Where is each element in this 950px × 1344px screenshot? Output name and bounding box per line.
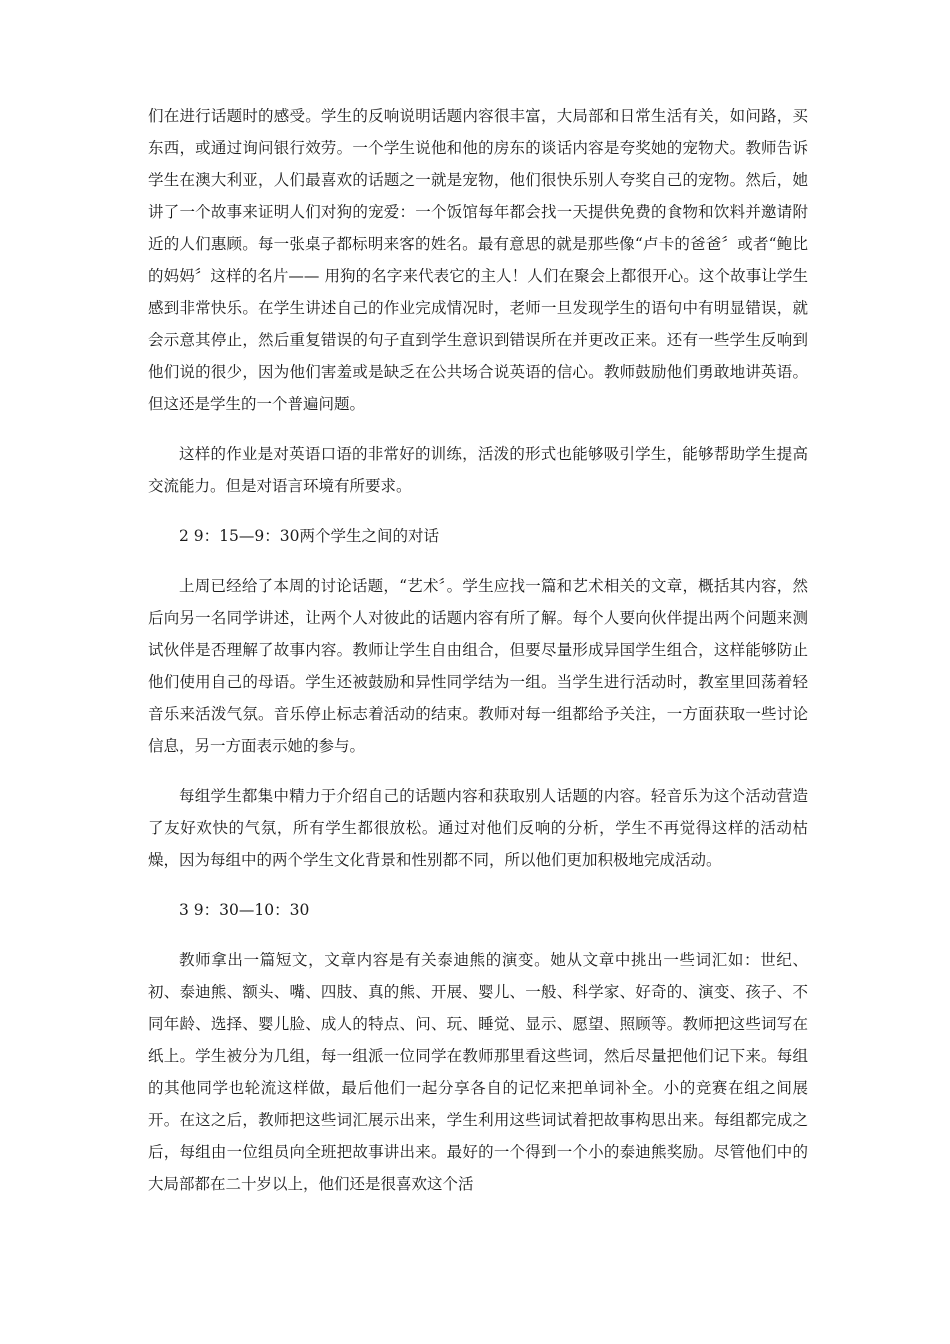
paragraph-teddy-bear: 教师拿出一篇短文，文章内容是有关泰迪熊的演变。她从文章中挑出一些词汇如：世纪、初、泰迪熊、额头、嘴、四肢、真的熊、开展、婴儿、一般、科学家、好奇的、演变、孩子、不同年龄、选择、婴儿脸、成人的特点、问、玩、睡觉、显示、愿望、照顾等。教师把这些词写在纸上。学生被分为几组，每一组派一位同学在教师那里看这些词，然后尽量把他们记下来。每组的其他同学也轮流这样做，最后他们一起分享各自的记忆来把单词补全。小的竞赛在组之间展开。在这之后，教师把这些词汇展示出来，学生利用这些词试着把故事构思出来。每组都完成之后，每组由一位组员向全班把故事讲出来。最好的一个得到一个小的泰迪熊奖励。尽管他们中的大局部都在二十岁以上，他们还是很喜欢这个活 bbox=[148, 951, 808, 1193]
document-body bbox=[148, 100, 808, 1218]
paragraph-pet-topic: 们在进行话题时的感受。学生的反响说明话题内容很丰富，大局部和日常生活有关，如问路，买东西，或通过询问银行效劳。一个学生说他和他的房东的谈话内容是夸奖她的宠物犬。教师告诉学生在澳大利亚，人们最喜欢的话题之一就是宠物，他们很快乐别人夸奖自己的宠物。然后，她讲了一个故事来证明人们对狗的宠爱：一个饭馆每年都会找一天提供免费的食物和饮料并邀请附近的人们惠顾。每一张桌子都标明来客的姓名。最有意思的就是那些像“卢卡的爸爸〞或者“鲍比的妈妈〞这样的名片—— 用狗的名字来代表它的主人！人们在聚会上都很开心。这个故事让学生感到非常快乐。在学生讲述自己的作业完成情况时，老师一旦发现学生的语句中有明显错误，就会示意其停止，然后重复错误的句子直到学生意识到错误所在并更改正来。还有一些学生反响到他们说的很少，因为他们害羞或是缺乏在公共场合说英语的信心。教师鼓励他们勇敢地讲英语。但这还是学生的一个普遍问题。 bbox=[148, 107, 808, 413]
section-heading-teddy: 3 9：30—10：30 bbox=[179, 901, 310, 919]
paragraph-group-focus: 每组学生都集中精力于介绍自己的话题内容和获取别人话题的内容。轻音乐为这个活动营造了友好欢快的气氛，所有学生都很放松。通过对他们反响的分析，学生不再觉得这样的活动枯燥，因为每组中的两个学生文化背景和性别都不同，所以他们更加积极地完成活动。 bbox=[148, 787, 808, 869]
paragraph-oral-training: 这样的作业是对英语口语的非常好的训练，活泼的形式也能够吸引学生，能够帮助学生提高交流能力。但是对语言环境有所要求。 bbox=[148, 445, 808, 495]
section-heading-dialogue: 2 9：15—9：30两个学生之间的对话 bbox=[179, 527, 439, 545]
paragraph-art-topic: 上周已经给了本周的讨论话题，“艺术〞。学生应找一篇和艺术相关的文章，概括其内容，然后向另一名同学讲述，让两个人对彼此的话题内容有所了解。每个人要向伙伴提出两个问题来测试伙伴是否理解了故事内容。教师让学生自由组合，但要尽量形成异国学生组合，这样能够防止他们使用自己的母语。学生还被鼓励和异性同学结为一组。当学生进行活动时，教室里回荡着轻音乐来活泼气氛。音乐停止标志着活动的结束。教师对每一组都给予关注，一方面获取一些讨论信息，另一方面表示她的参与。 bbox=[148, 577, 808, 755]
